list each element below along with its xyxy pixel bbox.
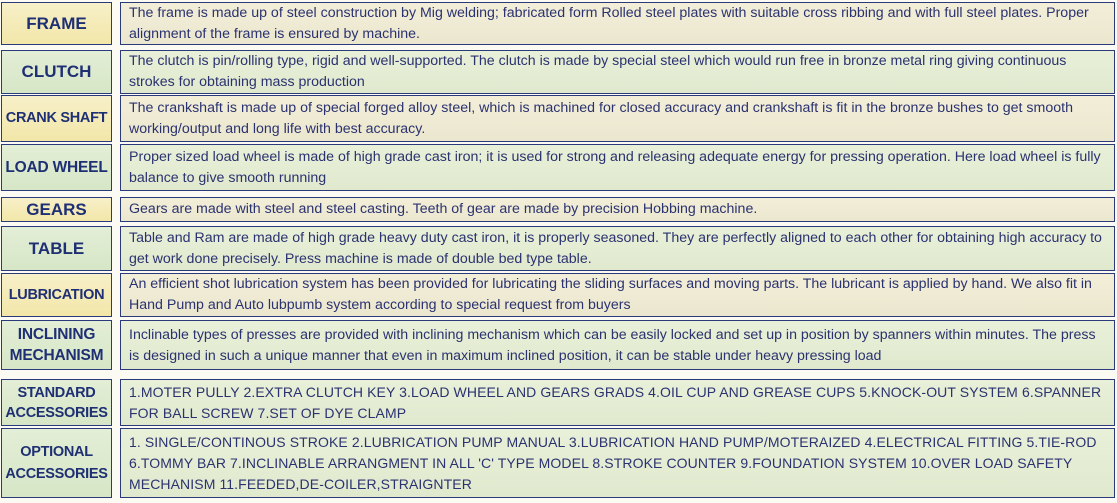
spec-text-lubrication: An efficient shot lubrication system has been provided for lubricating the sliding surfaces and moving parts. The lubricant is applied by hand. We also fit in Hand Pump and Auto lubpumb system according to special request from buyers bbox=[120, 273, 1115, 317]
spec-row-inclining-mechanism bbox=[1, 320, 1115, 370]
spec-label-load-wheel: LOAD WHEEL bbox=[1, 144, 112, 191]
spec-text-crank-shaft: The crankshaft is made up of special forged alloy steel, which is machined for closed accuracy and crankshaft is fit in the bronze bushes to get smooth working/output and long life with best accuracy. bbox=[120, 95, 1115, 142]
spec-label-crank-shaft: CRANK SHAFT bbox=[1, 95, 112, 142]
spec-text-load-wheel: Proper sized load wheel is made of high grade cast iron; it is used for strong and releasing adequate energy for pressing operation. Here load wheel is fully balance to give smooth running bbox=[120, 144, 1115, 191]
accessory-text-optional: 1. SINGLE/CONTINOUS STROKE 2.LUBRICATION PUMP MANUAL 3.LUBRICATION HAND PUMP/MOTERAIZED 4.ELECTRICAL FITTING 5.TIE-ROD 6.TOMMY BAR 7.INCLINABLE ARRANGMENT IN ALL 'C' TYPE MODEL 8.STROKE COUNTER 9.FOUNDATION SYSTEM 10.OVER LOAD SAFETY MECHANISM 11.FEEDED,DE-COILER,STRAIGNTER bbox=[120, 428, 1115, 498]
spec-label-lubrication: LUBRICATION bbox=[1, 273, 112, 317]
spec-text-inclining-mechanism: Inclinable types of presses are provided with inclining mechanism which can be easily locked and set up in position by spanners within minutes. The press is designed in such a unique manner that even in maximum inclined position, it can be stable under heavy pressing load bbox=[120, 320, 1115, 370]
spec-label-inclining-mechanism: INCLINING MECHANISM bbox=[1, 320, 112, 370]
spec-row-load-wheel bbox=[1, 144, 1115, 191]
spec-label-frame: FRAME bbox=[1, 2, 112, 45]
spec-row-lubrication bbox=[1, 273, 1115, 317]
spec-label-table: TABLE bbox=[1, 226, 112, 271]
spec-text-table: Table and Ram are made of high grade heavy duty cast iron, it is properly seasoned. They are perfectly aligned to each other for obtaining high accuracy to get work done precisely. Press machine is made of double bed type table. bbox=[120, 226, 1115, 271]
spec-text-clutch: The clutch is pin/rolling type, rigid and well-supported. The clutch is made by special steel which would run free in bronze metal ring giving continuous strokes for obtaining mass production bbox=[120, 50, 1115, 94]
spec-text-gears: Gears are made with steel and steel casting. Teeth of gear are made by precision Hobbing machine. bbox=[120, 197, 1115, 222]
spec-label-gears: GEARS bbox=[1, 197, 112, 222]
accessory-row-optional bbox=[1, 428, 1115, 498]
accessory-row-standard bbox=[1, 379, 1115, 426]
spec-text-frame: The frame is made up of steel construction by Mig welding; fabricated form Rolled steel plates with suitable cross ribbing and with full steel plates. Proper alignment of the frame is ensured by machine. bbox=[120, 2, 1115, 45]
spec-row-table bbox=[1, 226, 1115, 271]
spec-row-crank-shaft bbox=[1, 95, 1115, 142]
accessory-label-standard: STANDARD ACCESSORIES bbox=[1, 379, 112, 426]
spec-label-clutch: CLUTCH bbox=[1, 50, 112, 94]
accessory-label-optional: OPTIONAL ACCESSORIES bbox=[1, 428, 112, 498]
spec-row-gears bbox=[1, 197, 1115, 222]
accessory-text-standard: 1.MOTER PULLY 2.EXTRA CLUTCH KEY 3.LOAD WHEEL AND GEARS GRADS 4.OIL CUP AND GREASE CUPS 5.KNOCK-OUT SYSTEM 6.SPANNER FOR BALL SCREW 7.SET OF DYE CLAMP bbox=[120, 379, 1115, 426]
spec-row-frame bbox=[1, 2, 1115, 45]
spec-row-clutch bbox=[1, 50, 1115, 94]
